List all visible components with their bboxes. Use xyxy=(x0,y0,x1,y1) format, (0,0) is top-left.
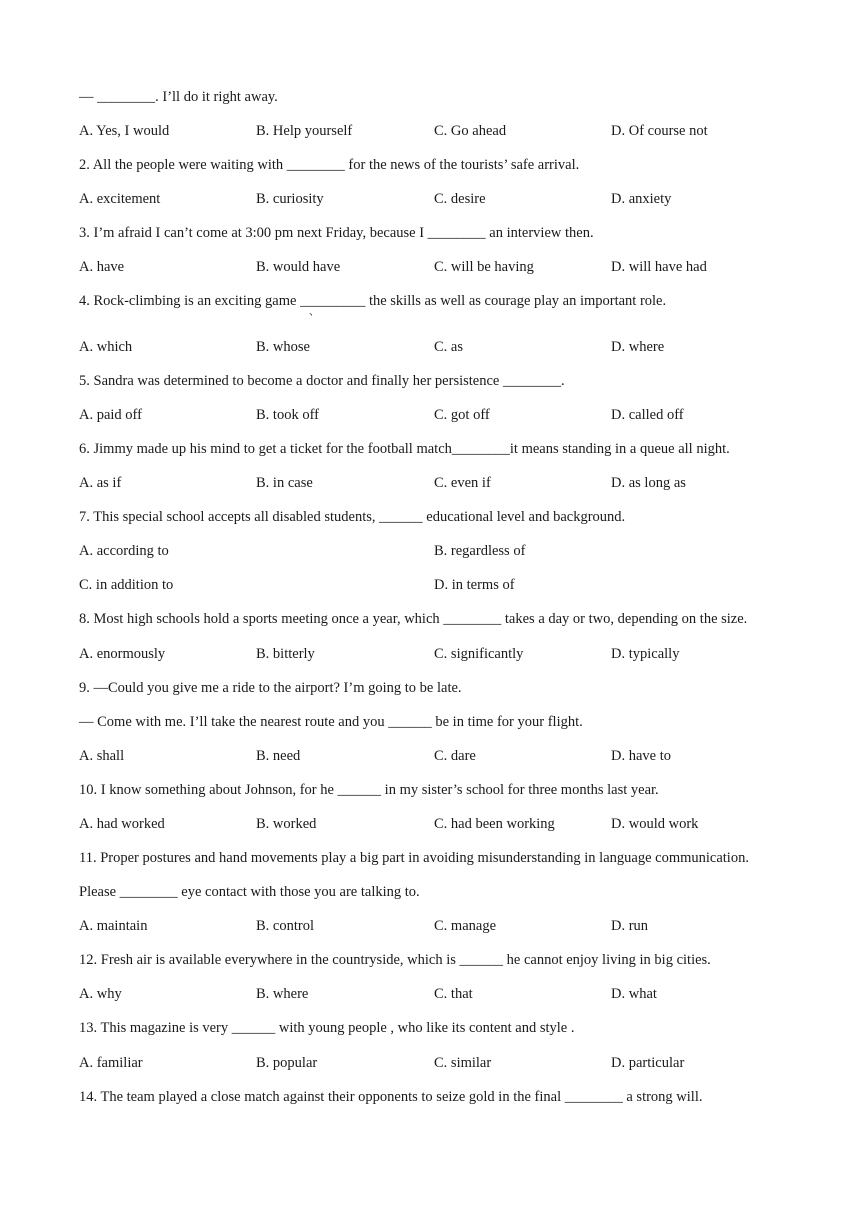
q1-option-d: D. Of course not xyxy=(611,123,708,139)
q6-option-b: B. in case xyxy=(256,475,313,491)
q7-option-d: D. in terms of xyxy=(434,577,515,593)
q13-stem: 13. This magazine is very ______ with young people , who like its content and style . xyxy=(79,1020,575,1036)
q11-option-b: B. control xyxy=(256,918,314,934)
q14-stem: 14. The team played a close match against their opponents to seize gold in the final ________ a strong will. xyxy=(79,1089,703,1105)
q5-stem: 5. Sandra was determined to become a doctor and finally her persistence ________. xyxy=(79,373,565,389)
q3-option-c: C. will be having xyxy=(434,259,534,275)
q10-option-b: B. worked xyxy=(256,816,317,832)
q8-option-b: B. bitterly xyxy=(256,646,315,662)
q4-option-a: A. which xyxy=(79,339,133,355)
q12-stem: 12. Fresh air is available everywhere in the countryside, which is ______ he cannot enjoy living in big cities. xyxy=(79,952,711,968)
q6-option-a: A. as if xyxy=(79,475,122,491)
q2-option-b: B. curiosity xyxy=(256,191,324,207)
q11-option-a: A. maintain xyxy=(79,918,148,934)
q13-option-a: A. familiar xyxy=(79,1055,143,1071)
q11-option-d: D. run xyxy=(611,918,649,934)
q4-stray-mark: 、 xyxy=(309,307,319,318)
q5-option-d: D. called off xyxy=(611,407,684,423)
q4-option-d: D. where xyxy=(611,339,665,355)
q3-option-d: D. will have had xyxy=(611,259,707,275)
q5-option-a: A. paid off xyxy=(79,407,142,423)
q8-option-d: D. typically xyxy=(611,646,680,662)
q4-stem: 4. Rock-climbing is an exciting game _________ the skills as well as courage play an important role. xyxy=(79,293,667,309)
q12-option-c: C. that xyxy=(434,986,473,1002)
q2-option-c: C. desire xyxy=(434,191,486,207)
q8-option-a: A. enormously xyxy=(79,646,166,662)
q2-option-d: D. anxiety xyxy=(611,191,672,207)
q1-option-b: B. Help yourself xyxy=(256,123,353,139)
q2-stem: 2. All the people were waiting with ________ for the news of the tourists’ safe arrival. xyxy=(79,157,580,173)
q9-option-b: B. need xyxy=(256,748,301,764)
q3-option-a: A. have xyxy=(79,259,125,275)
q10-option-a: A. had worked xyxy=(79,816,165,832)
q7-option-c: C. in addition to xyxy=(79,577,174,593)
q12-option-a: A. why xyxy=(79,986,122,1002)
q11-stem: 11. Proper postures and hand movements play a big part in avoiding misunderstanding in language communication. xyxy=(79,850,749,866)
q7-stem: 7. This special school accepts all disabled students, ______ educational level and background. xyxy=(79,509,626,525)
q9-option-c: C. dare xyxy=(434,748,476,764)
q4-option-b: B. whose xyxy=(256,339,310,355)
q12-option-b: B. where xyxy=(256,986,309,1002)
q10-option-d: D. would work xyxy=(611,816,699,832)
q4-option-c: C. as xyxy=(434,339,463,355)
q8-option-c: C. significantly xyxy=(434,646,524,662)
q13-option-b: B. popular xyxy=(256,1055,318,1071)
q7-option-b: B. regardless of xyxy=(434,543,526,559)
q7-option-a: A. according to xyxy=(79,543,169,559)
q1-answer-line: — ________. I’ll do it right away. xyxy=(79,89,278,105)
q6-stem: 6. Jimmy made up his mind to get a ticket for the football match________it means standing in a queue all night. xyxy=(79,441,730,457)
q1-option-a: A. Yes, I would xyxy=(79,123,170,139)
q6-option-c: C. even if xyxy=(434,475,491,491)
q5-option-c: C. got off xyxy=(434,407,490,423)
q8-stem: 8. Most high schools hold a sports meeting once a year, which ________ takes a day or two, depending on the size. xyxy=(79,611,748,627)
q6-option-d: D. as long as xyxy=(611,475,686,491)
q9-option-d: D. have to xyxy=(611,748,671,764)
q1-option-c: C. Go ahead xyxy=(434,123,507,139)
q2-option-a: A. excitement xyxy=(79,191,161,207)
q5-option-b: B. took off xyxy=(256,407,319,423)
q11-option-c: C. manage xyxy=(434,918,497,934)
q10-option-c: C. had been working xyxy=(434,816,555,832)
q11-stem-continued: Please ________ eye contact with those you are talking to. xyxy=(79,884,420,900)
q13-option-c: C. similar xyxy=(434,1055,492,1071)
q13-option-d: D. particular xyxy=(611,1055,685,1071)
q10-stem: 10. I know something about Johnson, for he ______ in my sister’s school for three months last year. xyxy=(79,782,659,798)
q9-stem: 9. —Could you give me a ride to the airport? I’m going to be late. xyxy=(79,680,462,696)
q3-option-b: B. would have xyxy=(256,259,341,275)
q9-answer-line: — Come with me. I’ll take the nearest route and you ______ be in time for your flight. xyxy=(79,714,583,730)
q12-option-d: D. what xyxy=(611,986,657,1002)
q3-stem: 3. I’m afraid I can’t come at 3:00 pm next Friday, because I ________ an interview then. xyxy=(79,225,594,241)
q9-option-a: A. shall xyxy=(79,748,125,764)
